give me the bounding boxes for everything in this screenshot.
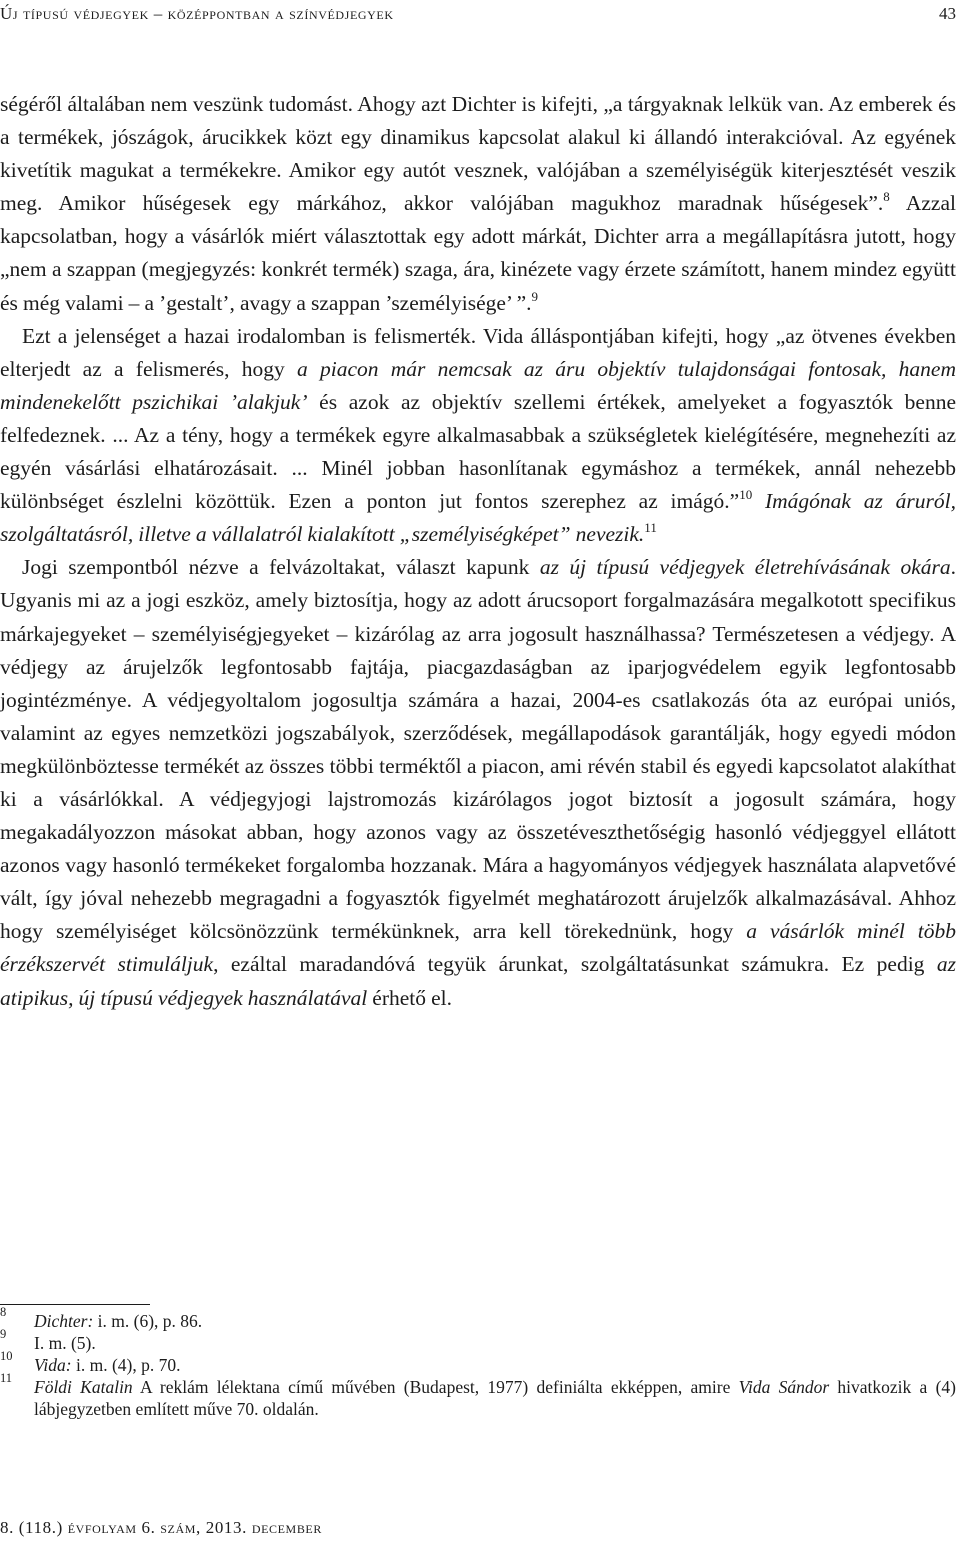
text-run: i. m. (4), p. 70. — [71, 1355, 181, 1375]
text-run: . Ugyanis mi az a jogi eszköz, amely biztosítja, hogy az adott árucsoport forgalmazására megalkotott specifikus márkajegyeket – személyiségjegyeket – kizárólag az arra jogosult használhassa? Természetesen a védjegy. A védjegy az árujelzők legfontosabb fajtája, piacgazdaságban az iparjogvédelem egyik legfontosabb jogintézménye. A védjegyoltalom jogosultja számára a hazai, 2004-es csatlakozás óta az európai uniós, valamint az egyes nemzetközi jogszabályok, szerződések, megállapodások garantálják, hogy egyedi módon megkülönböztesse termékét az összes többi terméktől a piacon, ami révén stabil és egyedi kapcsolatot alakíthat ki a vásárlókkal. A védjegyjogi lajstromozás kizárólagos jogot biztosít a jogosult számára, hogy megakadályozzon másokat abban, hogy azonos vagy az összetéveszthetőségig hasonló védjeggyel ellátott azonos vagy hasonló termékeket forgalomba hozzanak. Mára a hagyományos védjegyek használata alapvetővé vált, így jóval nehezebb megragadni a fogyasztók figyelmét meghatározott árujelzők alkalmazásával. Ahhoz hogy személyiséget kölcsönözzünk termékünknek, arra kell törekednünk, hogy — [0, 555, 956, 944]
body-text — [0, 88, 956, 1015]
italic-text: a vásárlók minél több érzékszervét stimuláljuk — [0, 919, 956, 977]
italic-text: Vida Sándor — [738, 1377, 830, 1397]
text-run: , ezáltal maradandóvá tegyük árunkat, szolgáltatásunkat számukra. Ez pedig — [213, 952, 937, 977]
footnote-number: 9 — [0, 1327, 7, 1341]
paragraph — [0, 88, 956, 320]
footnote-rule — [0, 1304, 150, 1305]
page-number: 43 — [939, 4, 956, 23]
text-run: Jogi szempontból nézve a felvázoltakat, választ kapunk — [22, 555, 540, 580]
footnote-ref: 10 — [739, 487, 753, 503]
text-run: hivatkozik a (4) lábjegyzetben említett műve 70. oldalán. — [34, 1377, 956, 1419]
italic-text: Dichter: — [34, 1311, 94, 1331]
italic-text: a piacon már nemcsak az áru objektív tulajdonságai fontosak, hanem mindenekelőtt pszichikai ’alakjuk’ — [0, 356, 956, 414]
page-header — [0, 4, 956, 24]
italic-text: Földi Katalin — [34, 1377, 133, 1397]
footnote — [0, 1349, 956, 1376]
footnote-ref: 9 — [531, 288, 538, 304]
footnote-ref: 8 — [883, 189, 890, 205]
text-run — [752, 489, 765, 513]
paragraph — [0, 320, 956, 552]
footnote — [0, 1371, 956, 1420]
footnote-text — [34, 1354, 956, 1376]
italic-text: az új típusú védjegyek életrehívásának okára — [539, 555, 951, 580]
page-footer: 8. (118.) évfolyam 6. szám, 2013. december — [0, 1518, 322, 1537]
footnote-text — [34, 1332, 956, 1354]
text-run: i. m. (6), p. 86. — [93, 1311, 203, 1331]
text-run: érhető el. — [367, 985, 452, 1010]
text-run: Ezt a jelenséget a hazai irodalomban is felismerték. Vida álláspontjában kifejti, hogy „az ötvenes években elterjedt az a felismerés, hogy — [0, 323, 956, 381]
footnote-text — [34, 1310, 956, 1332]
footnote-number: 8 — [0, 1305, 7, 1319]
text-run: A reklám lélektana című művében (Budapest, 1977) definiálta ekképpen, amire — [132, 1377, 739, 1397]
text-run: ségéről általában nem veszünk tudomást. Ahogy azt Dichter is kifejti, „a tárgyaknak lelkük van. Az emberek és a termékek, jószágok, árucikkek közt egy dinamikus kapcsolat alakul ki állandó interakcióval. Az egyének kivetítik magukat a termékekre. Amikor egy autót vesznek, valójában a személyiségük kiterjesztését veszik meg. Amikor hűségesek egy márkához, akkor valójában magukhoz maradnak hűségesek”. — [0, 92, 956, 216]
footnotes — [0, 1305, 956, 1420]
italic-text: az atipikus, új típusú védjegyek használatával — [0, 952, 956, 1010]
footnote-number: 11 — [0, 1371, 13, 1385]
running-head: Új típusú védjegyek – középpontban a színvédjegyek — [0, 4, 394, 23]
text-run: és azok az objektív szellemi értékek, amelyeket a fogyasztók benne felfedeznek. ... Az a tény, hogy a termékek egyre alkalmasabbak a szükségletek kielégítésére, megnehezíti az egyén vásárlási elhatározásait. ... Minél jobban hasonlítanak egymáshoz a termékek, annál nehezebb különbséget észlelni közöttük. Ezen a ponton jut fontos szerephez az imágó.” — [0, 389, 956, 514]
footnote — [0, 1327, 956, 1354]
text-run: I. m. (5). — [34, 1333, 96, 1353]
footnote — [0, 1305, 956, 1332]
text-run: Azzal kapcsolatban, hogy a vásárlók miért választottak egy adott márkát, Dichter arra a megállapításra jutott, hogy „nem a szappan (megjegyzés: konkrét termék) szaga, ára, kinézete vagy érzete számított, hanem mindez együtt és még valami – a ’gestalt’, avagy a szappan ’személyisége’ ”. — [0, 191, 956, 315]
footnote-ref: 11 — [644, 520, 657, 536]
paragraph — [0, 551, 956, 1014]
italic-text: Imágónak az áruról, szolgáltatásról, illetve a vállalatról kialakított „személyiségképet” nevezik. — [0, 489, 956, 547]
footnote-number: 10 — [0, 1349, 13, 1363]
italic-text: Vida: — [34, 1355, 72, 1375]
footnote-text — [34, 1376, 956, 1420]
